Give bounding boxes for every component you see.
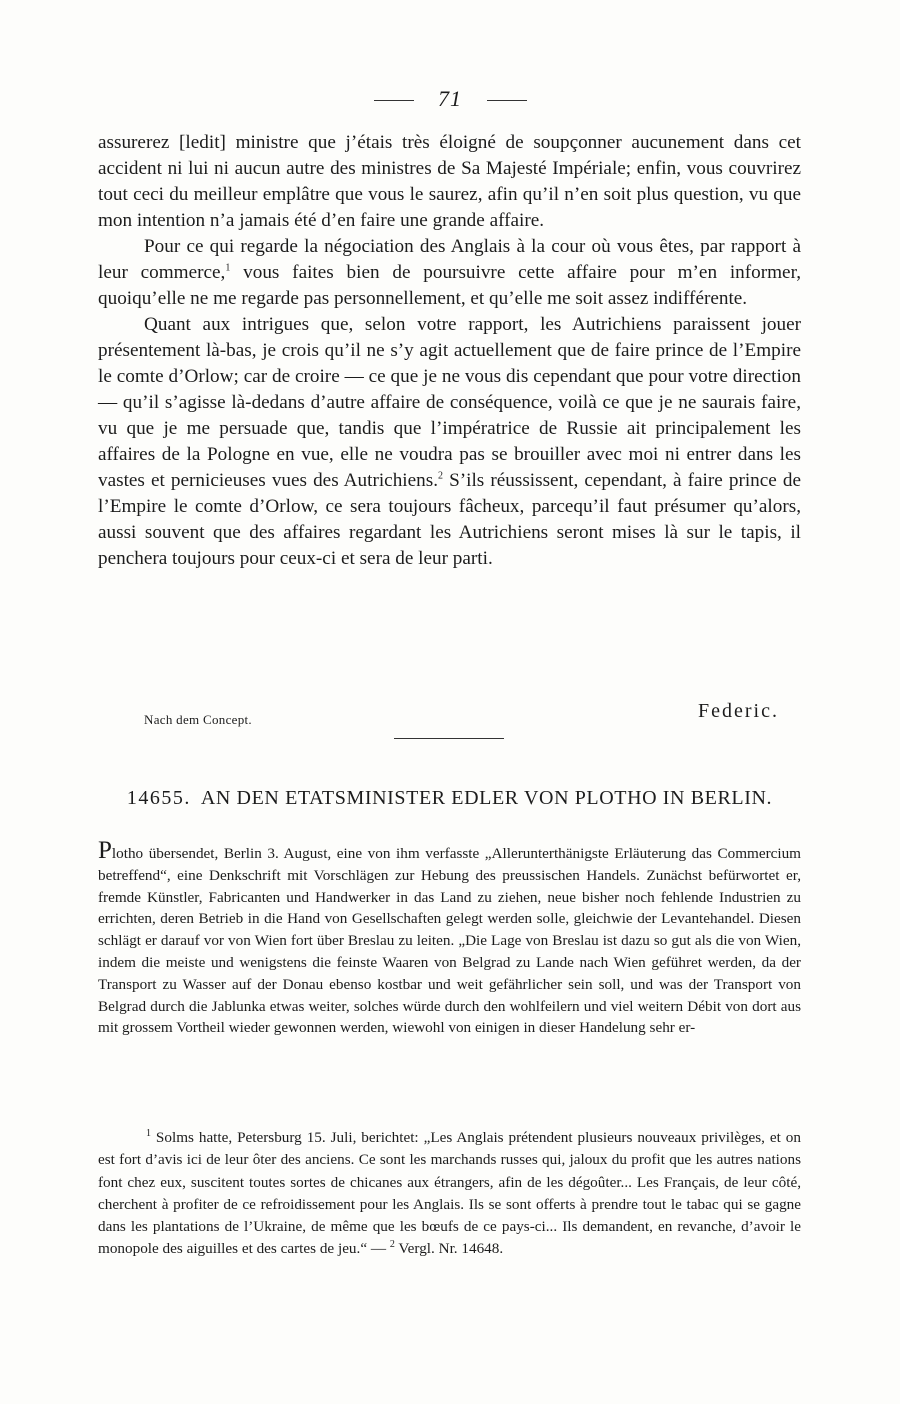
text-run: vous faites bien de poursuivre cette affaire pour m’en informer, quoiqu’elle ne me regarde pas personnellement, et qu’elle me soit assez indifférente. <box>98 262 801 309</box>
concept-note: Nach dem Concept. <box>144 712 252 727</box>
summary-paragraph <box>98 837 801 1039</box>
letter-body <box>98 130 801 572</box>
footnote-text: Solms hatte, Petersburg 15. Juli, berichtet: „Les Anglais prétendent plusieurs nouveaux privilèges, et on est fort d’avis ici de leur ôter des anciens. Ce sont les marchands russes qui, jaloux du profit que les autres nations font chez eux, suscitent toutes sortes de chicanes aux étrangers, afin de les dégoûter... Les Français, de leur côté, cherchent à profiter de ce refroidissement pour les Anglais. Ils se sont offerts à prendre tout le tabac qui se gagne dans les plantations de l’Ukraine, de même que les bœufs de ce pays-ci... Ils demandent, en revanche, d’avoir le monopole des aiguilles et des cartes de jeu.“ — <box>98 1129 801 1258</box>
header-rule-right <box>487 100 527 101</box>
footnote-marker: 2 <box>389 1239 395 1251</box>
header-rule-left <box>374 100 414 101</box>
text-run: Pour ce qui regarde la négociation des Anglais à la cour où vous êtes, par rapport à leur commerce, <box>98 236 801 283</box>
document-heading <box>98 786 801 810</box>
summary-text: lotho übersendet, Berlin 3. August, eine von ihm verfasste „Allerunterthänigste Erläuterung das Commercium betreffend“, eine Denkschrift mit Vorschlägen zur Hebung des preussischen Handels. Zunächst befürwortet er, fremde Künstler, Fabricanten und Handwerker in das Land zu ziehen, neue bisher noch fehlende Industrien zu errichten, deren Betrieb in die Hand von Gesellschaften gelegt werden solle, gleichwie der Levantehandel. Diesen schlägt er darauf vor von Wien fort über Breslau zu leiten. „Die Lage von Breslau ist dazu so gut als die von Wien, indem die meiste und wenigstens die feinste Waaren von Belgrad zu Lande nach Wien geführet werden, da der Transport zu Wasser auf der Donau ebenso kostbar und weit gefährlicher sein soll, und was der Transport von Belgrad durch die Jablunka etwas weiter, solches würde durch den wohlfeilern und viel weitern Débit von dort aus mit grossem Vortheil wieder gewonnen werden, wiewohl von einigen in dieser Handelung sehr er- <box>98 845 801 1037</box>
page-number: 71 <box>438 86 462 111</box>
section-divider <box>394 738 504 739</box>
letter-paragraph <box>98 312 801 572</box>
text-run: assurerez [ledit] ministre que j’étais très éloigné de soupçonner aucunement dans cet accident ni lui ni aucun autre des ministres de Sa Majesté Impériale; enfin, vous couvrirez tout ceci du meilleur emplâtre que vous le saurez, afin qu’il n’en soit plus question, vu que mon intention n’a jamais été d’en faire une grande affaire. <box>98 132 801 231</box>
text-run: Quant aux intrigues que, selon votre rapport, les Autrichiens paraissent jouer présentement là-bas, je crois qu’il ne s’y agit actuellement que de faire prince de l’Empire le comte d’Orlow; car de croire — ce que je ne vous dis cependant que pour votre direction — qu’il s’agisse là-dedans d’autre affaire de conséquence, voilà ce que je ne saurais faire, vu que je me persuade que, tandis que l’impératrice de Russie ait principalement les affaires de la Pologne en vue, elle ne voudra pas se brouiller avec moi ni entrer dans les vastes et pernicieuses vues des Autrichiens. <box>98 314 801 491</box>
document-summary <box>98 837 801 1039</box>
letter-paragraph <box>98 234 801 312</box>
page-header <box>0 86 900 112</box>
footnote-text: Vergl. Nr. 14648. <box>394 1240 504 1258</box>
footnote-paragraph <box>98 1127 801 1261</box>
drop-capital: P <box>98 837 112 864</box>
document-title: AN DEN ETATSMINISTER EDLER VON PLOTHO IN BERLIN. <box>200 787 773 809</box>
footnotes <box>98 1127 801 1261</box>
text-run: S’ils réussissent, cependant, à faire prince de l’Empire le comte d’Orlow, ce sera toujours fâcheux, parcequ’il faut présumer qu’alors, aussi souvent que des affaires regardant les Autrichiens seront mises là sur le tapis, il penchera toujours pour ceux-ci et sera de leur parti. <box>98 470 801 569</box>
footnote-ref: 2 <box>438 470 443 482</box>
signature: Federic. <box>698 700 779 722</box>
letter-paragraph <box>98 130 801 234</box>
document-number: 14655. <box>126 787 191 809</box>
footnote-marker: 1 <box>146 1127 151 1139</box>
letter-closing <box>98 698 801 730</box>
footnote-ref: 1 <box>225 262 231 274</box>
